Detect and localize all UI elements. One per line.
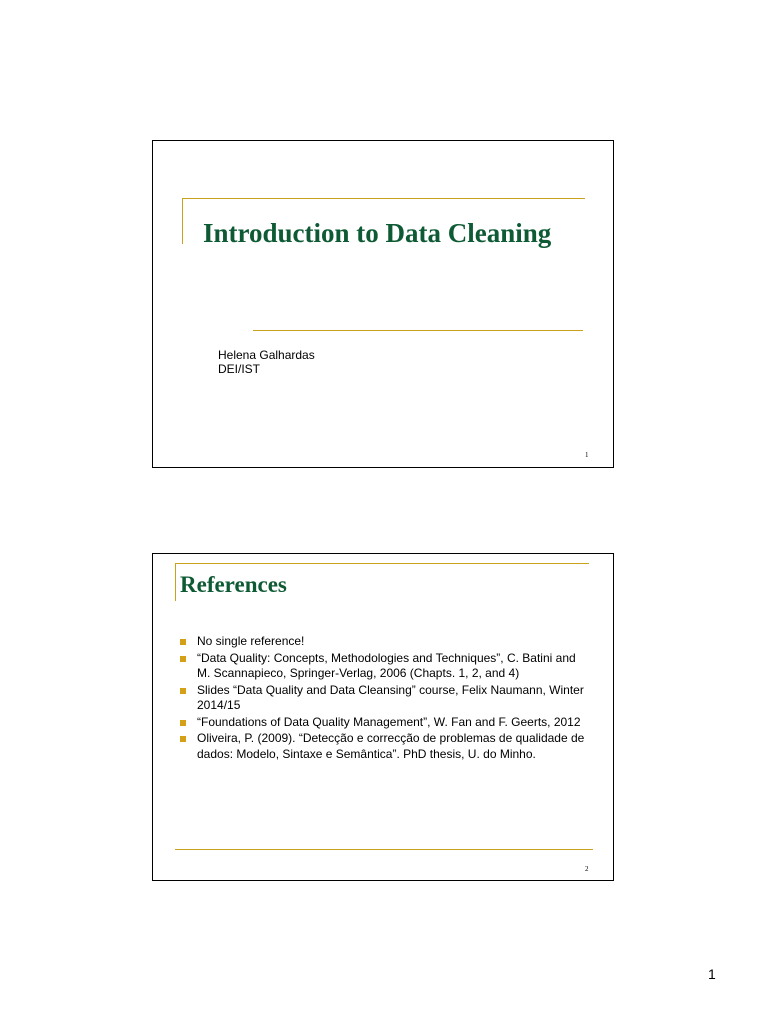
accent-line-top bbox=[175, 563, 589, 564]
slide-number: 2 bbox=[585, 865, 589, 873]
reference-list bbox=[180, 634, 590, 763]
accent-line-bottom bbox=[175, 849, 593, 850]
slide-title: References bbox=[180, 572, 287, 597]
reference-text: Oliveira, P. (2009). “Detecção e correcção de problemas de qualidade de dados: Modelo, Sintaxe e Semântica”. PhD thesis, U. do Minho. bbox=[197, 731, 585, 761]
list-item bbox=[180, 715, 590, 731]
square-bullet-icon bbox=[180, 656, 186, 662]
slide-1 bbox=[152, 140, 614, 468]
accent-line-vertical bbox=[182, 198, 183, 244]
page-number: 1 bbox=[708, 966, 716, 982]
slide-title: Introduction to Data Cleaning bbox=[203, 218, 552, 248]
square-bullet-icon bbox=[180, 720, 186, 726]
square-bullet-icon bbox=[180, 736, 186, 742]
list-item bbox=[180, 731, 590, 762]
square-bullet-icon bbox=[180, 688, 186, 694]
accent-line-vertical bbox=[175, 563, 176, 601]
list-item bbox=[180, 651, 590, 682]
reference-text: Slides “Data Quality and Data Cleansing” course, Felix Naumann, Winter 2014/15 bbox=[197, 682, 584, 712]
author-name: Helena Galhardas bbox=[218, 348, 315, 362]
slide-number: 1 bbox=[585, 451, 589, 459]
list-item bbox=[180, 683, 590, 714]
reference-text: “Foundations of Data Quality Management”, W. Fan and F. Geerts, 2012 bbox=[197, 714, 581, 729]
reference-text: No single reference! bbox=[197, 634, 305, 648]
square-bullet-icon bbox=[180, 639, 186, 645]
author-block bbox=[218, 348, 315, 376]
accent-line-top bbox=[182, 198, 585, 199]
slide-2 bbox=[152, 553, 614, 881]
reference-text: “Data Quality: Concepts, Methodologies and Techniques”, C. Batini and M. Scannapieco, Springer-Verlag, 2006 (Chapts. 1, 2, and 4) bbox=[197, 650, 576, 680]
author-affiliation: DEI/IST bbox=[218, 362, 261, 376]
list-item bbox=[180, 634, 590, 650]
accent-line-bottom bbox=[253, 330, 583, 331]
